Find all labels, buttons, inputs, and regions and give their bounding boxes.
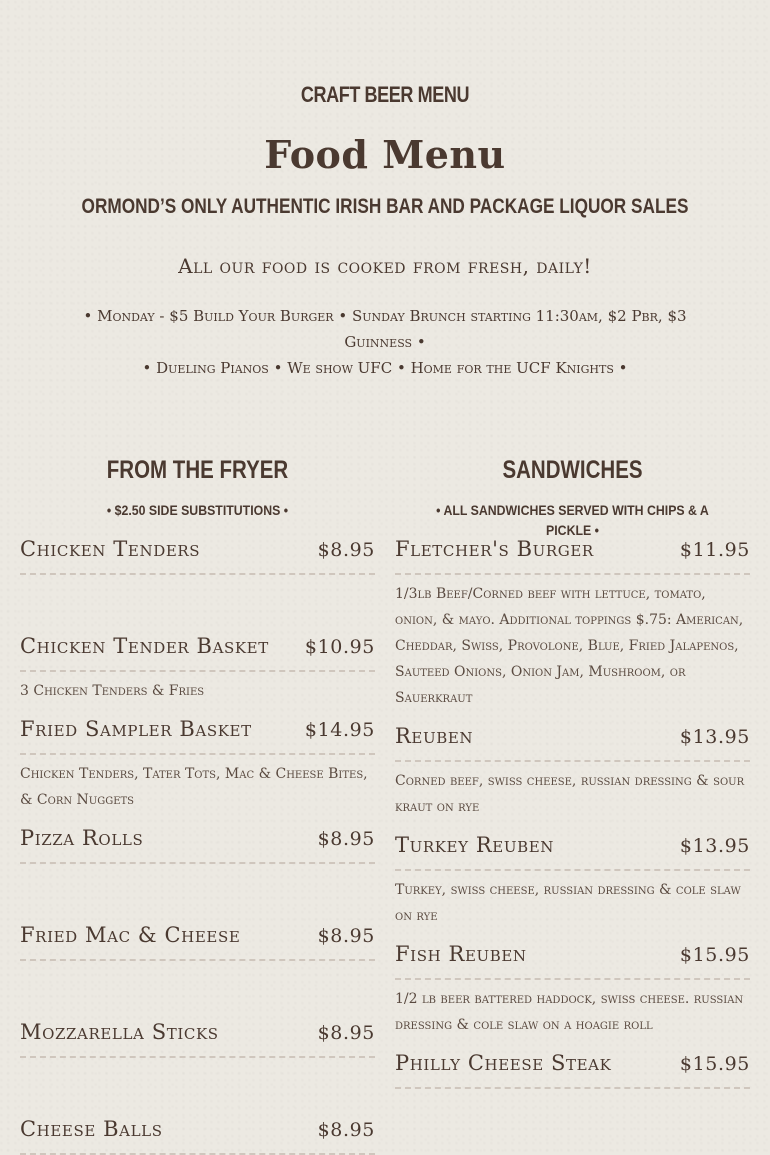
menu-item-name: Mozzarella Sticks <box>20 1020 219 1044</box>
menu-item <box>20 1117 375 1155</box>
sandwiches-section-title: SANDWICHES <box>502 456 643 484</box>
craft-beer-menu-label[interactable]: CRAFT BEER MENU <box>300 82 470 107</box>
fryer-section-title: FROM THE FRYER <box>106 456 289 484</box>
menu-item-name: Turkey Reuben <box>395 833 554 857</box>
menu-item-description: Turkey, swiss cheese, russian dressing & cole slaw on rye <box>395 882 741 924</box>
menu-item-name: Chicken Tender Basket <box>20 634 269 658</box>
menu-item-price: $15.95 <box>679 944 750 966</box>
menu-item <box>395 942 750 1051</box>
menu-item-price: $8.95 <box>317 539 375 561</box>
sandwiches-section <box>395 450 750 1089</box>
menu-item-price: $8.95 <box>317 1119 375 1141</box>
page-subtitle: ORMOND’S ONLY AUTHENTIC IRISH BAR AND PACKAGE LIQUOR SALES <box>81 195 689 218</box>
menu-item-description: Chicken Tenders, Tater Tots, Mac & Cheese Bites, & Corn Nuggets <box>20 766 368 808</box>
menu-item-price: $13.95 <box>679 835 750 857</box>
menu-item-description: 3 Chicken Tenders & Fries <box>20 683 205 699</box>
menu-item-name: Philly Cheese Steak <box>395 1051 612 1075</box>
menu-item-price: $15.95 <box>679 1053 750 1075</box>
menu-item-price: $11.95 <box>679 539 750 561</box>
menu-item <box>20 537 375 634</box>
menu-item-price: $10.95 <box>304 636 375 658</box>
menu-item-name: Fish Reuben <box>395 942 527 966</box>
page-title: Food Menu <box>264 132 506 177</box>
menu-item <box>395 537 750 724</box>
menu-item <box>20 1020 375 1117</box>
fryer-section <box>20 450 375 1155</box>
menu-item-description: 1/2 lb beer battered haddock, swiss cheese. russian dressing & cole slaw on a hoagie roll <box>395 991 744 1033</box>
menu-item-name: Chicken Tenders <box>20 537 201 561</box>
menu-item <box>20 634 375 717</box>
menu-item-price: $8.95 <box>317 925 375 947</box>
menu-item-price: $8.95 <box>317 828 375 850</box>
menu-item-name: Fried Mac & Cheese <box>20 923 241 947</box>
promo-line-1: • Monday - $5 Build Your Burger • Sunday Brunch starting 11:30am, $2 Pbr, $3 Guinness • <box>83 307 687 351</box>
menu-item <box>20 923 375 1020</box>
menu-item-name: Cheese Balls <box>20 1117 163 1141</box>
promo-line-2: • Dueling Pianos • We show UFC • Home for the UCF Knights • <box>142 359 628 377</box>
menu-item <box>395 1051 750 1089</box>
menu-item-price: $14.95 <box>304 719 375 741</box>
menu-item <box>20 826 375 923</box>
menu-item-name: Reuben <box>395 724 474 748</box>
menu-item-name: Pizza Rolls <box>20 826 144 850</box>
menu-item-description: 1/3lb Beef/Corned beef with lettuce, tomato, onion, & mayo. Additional toppings $.75: American, Cheddar, Swiss, Provolone, Blue, Fried Jalapenos, Sauteed Onions, Onion Jam, Mushroom, or Sauerkraut <box>395 586 744 706</box>
menu-item-price: $13.95 <box>679 726 750 748</box>
menu-item-price: $8.95 <box>317 1022 375 1044</box>
menu-item <box>395 833 750 942</box>
menu-item <box>395 724 750 833</box>
menu-item-description: Corned beef, swiss cheese, russian dressing & sour kraut on rye <box>395 773 745 815</box>
menu-item <box>20 717 375 826</box>
tagline: All our food is cooked from fresh, daily! <box>178 254 592 278</box>
menu-item-name: Fried Sampler Basket <box>20 717 252 741</box>
menu-item-name: Fletcher's Burger <box>395 537 594 561</box>
sandwiches-section-subtitle: • ALL SANDWICHES SERVED WITH CHIPS & A PICKLE • <box>436 502 709 538</box>
fryer-section-subtitle: • $2.50 SIDE SUBSTITUTIONS • <box>106 502 289 518</box>
